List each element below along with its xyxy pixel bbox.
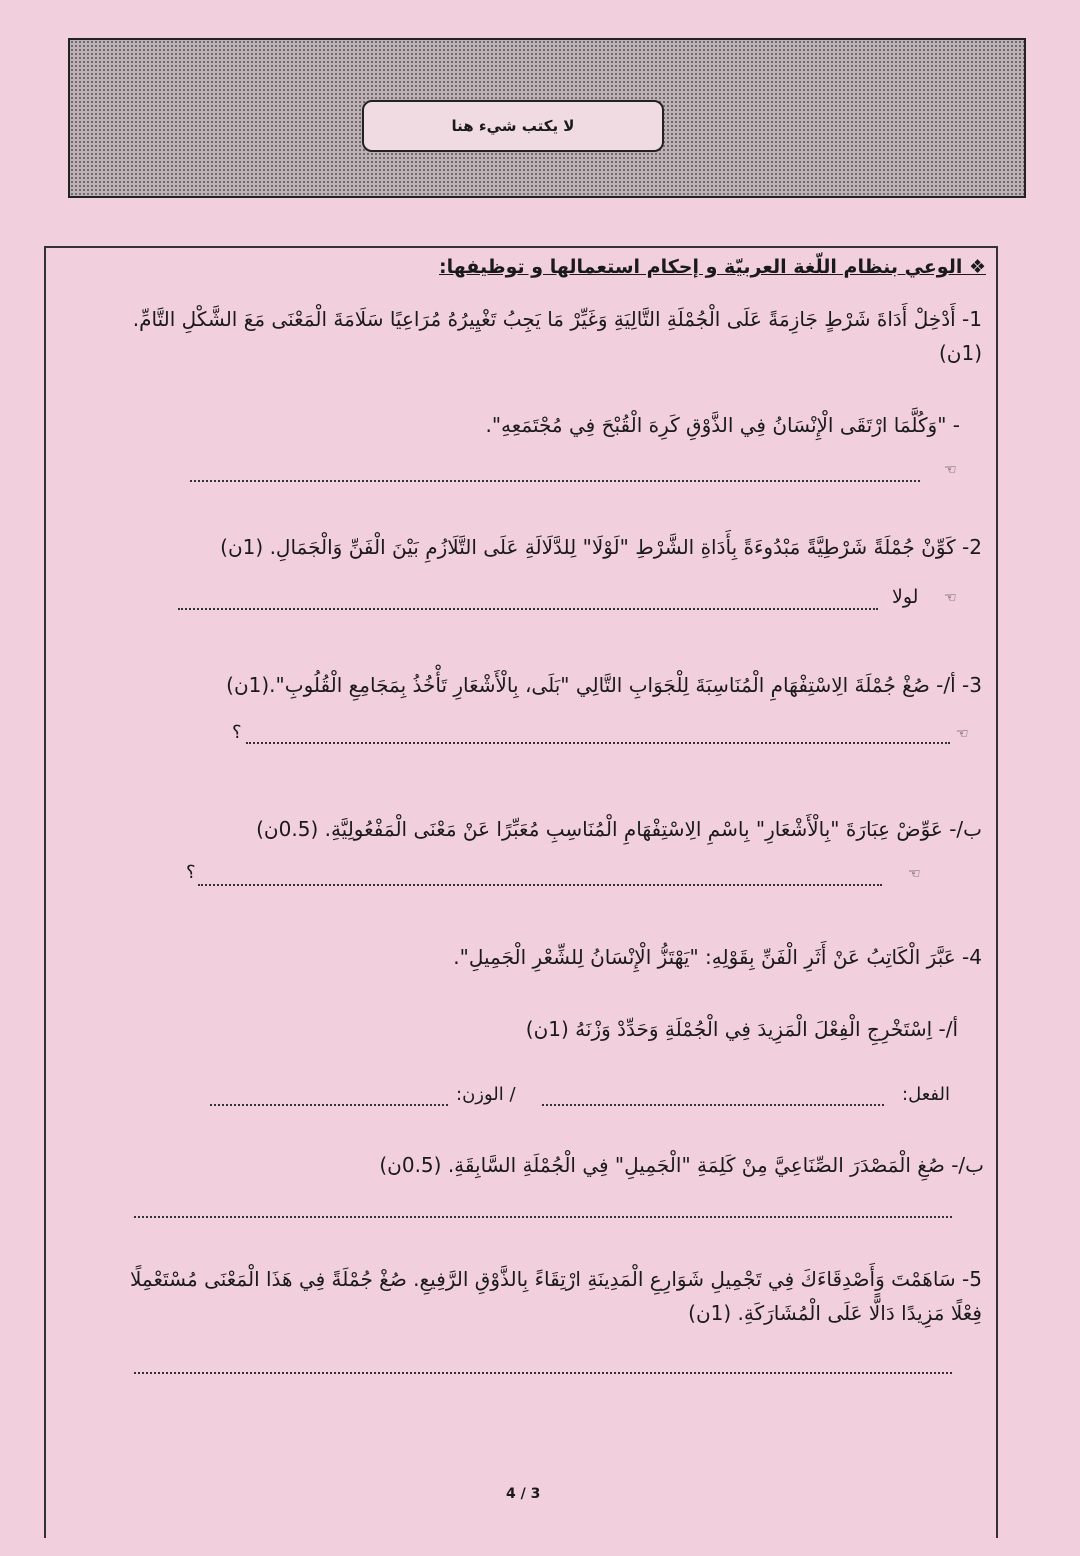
question-1-text: 1- أَدْخِلْ أَدَاةَ شَرْطٍ جَازِمَةً عَلَى الْجُمْلَةِ التَّالِيَةِ وَغَيِّرْ مَا يَجِبُ تَغْيِيرُهُ مُرَاعِيًا سَلَامَةَ الْمَعْنَى مَعَ الشَّكْلِ التَّامِّ. (1ن) (132, 307, 982, 365)
answer-line-q5[interactable] (134, 1372, 952, 1374)
answer-line-q2[interactable] (178, 608, 878, 610)
q3a-question-mark: ؟ (232, 722, 242, 743)
question-4-text: 4- عَبَّرَ الْكَاتِبُ عَنْ أَثَرِ الْفَنِّ بِقَوْلِهِ: "يَهْتَزُّ الْإِنْسَانُ لِلشِّعْرِ الْجَمِيلِ". (453, 945, 982, 969)
answer-line-q4b[interactable] (134, 1216, 952, 1218)
section-title: ❖ الوعي بنظام اللّغة العربيّة و إحكام استعمالها و توظيفها: (439, 256, 986, 278)
question-4b-text: ب/- صُغِ الْمَصْدَرَ الصِّنَاعِيَّ مِنْ كَلِمَةِ "الْجَمِيلِ" فِي الْجُمْلَةِ السَّابِقَةِ. (0.5ن) (379, 1153, 984, 1177)
question-2-text: 2- كَوِّنْ جُمْلَةً شَرْطِيَّةً مَبْدُوءَةً بِأَدَاةِ الشَّرْطِ "لَوْلَا" لِلدَّلَالَةِ عَلَى التَّلَازُمِ بَيْنَ الْفَنِّ وَالْجَمَالِ. (1ن) (220, 535, 982, 559)
no-write-label: لا يكتب شيء هنا (362, 100, 664, 152)
question-3b-text: ب/- عَوِّضْ عِبَارَةَ "بِالْأَشْعَارِ" بِاسْمِ الِاسْتِفْهَامِ الْمُنَاسِبِ مُعَبِّرًا عَنْ مَعْنَى الْمَفْعُولِيَّةِ. (0.5ن) (256, 817, 982, 841)
answer-line-weight[interactable] (210, 1104, 448, 1106)
question-3a-text: 3- أ/- صُغْ جُمْلَةَ الِاسْتِفْهَامِ الْمُنَاسِبَةَ لِلْجَوَابِ التَّالِي "بَلَى، بِالْأَشْعَارِ تَأْخُذُ بِمَجَامِعِ الْقُلُوبِ".(1ن) (226, 673, 982, 697)
q2-prefix: لولا (892, 586, 919, 608)
q3b-question-mark: ؟ (186, 862, 196, 883)
answer-line-q1[interactable] (190, 480, 920, 482)
verb-label: الفعل: (902, 1084, 950, 1105)
writing-hand-icon: ☜ (944, 462, 957, 478)
answer-line-q3a[interactable] (246, 742, 950, 744)
writing-hand-icon: ☜ (944, 590, 957, 606)
page-number: 4 / 3 (506, 1486, 541, 1502)
weight-label: / الوزن: (456, 1084, 516, 1105)
answer-line-q3b[interactable] (198, 884, 882, 886)
writing-hand-icon: ☜ (908, 866, 921, 882)
answer-line-verb[interactable] (542, 1104, 884, 1106)
question-1-quote: - "وَكُلَّمَا ارْتَقَى الْإِنْسَانُ فِي الذَّوْقِ كَرِهَ الْقُبْحَ فِي مُجْتَمَعِهِ". (485, 413, 960, 437)
question-5-text: 5- سَاهَمْتَ وَأَصْدِقَاءَكَ فِي تَجْمِيلِ شَوَارِعِ الْمَدِينَةِ ارْتِقَاءً بِالذَّوْقِ الرَّفِيعِ. صُغْ جُمْلَةً فِي هَذَا الْمَعْنَى مُسْتَعْمِلًا فِعْلًا مَزِيدًا دَالًّا عَلَى الْمُشَارَكَةِ. (1ن) (129, 1267, 982, 1325)
question-4a-text: أ/- اِسْتَخْرِجِ الْفِعْلَ الْمَزِيدَ فِي الْجُمْلَةِ وَحَدِّدْ وَزْنَهُ (1ن) (525, 1017, 958, 1041)
writing-hand-icon: ☜ (956, 726, 969, 742)
